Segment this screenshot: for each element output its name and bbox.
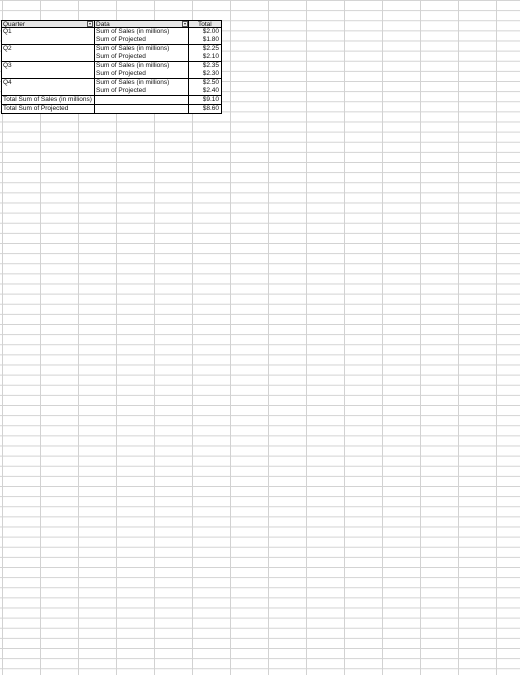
quarter-label[interactable]: Q1: [3, 28, 12, 35]
pivot-border-left: [1, 20, 2, 114]
sales-label[interactable]: Sum of Sales (in millions): [96, 28, 170, 35]
sales-value[interactable]: $2.25: [202, 45, 219, 52]
quarter-label[interactable]: Q3: [3, 62, 12, 69]
pivot-table: [1, 20, 221, 114]
projected-value[interactable]: $2.30: [202, 70, 219, 77]
projected-label[interactable]: Sum of Projected: [96, 87, 146, 94]
total-projected-label[interactable]: Total Sum of Projected: [3, 105, 69, 112]
sales-value[interactable]: $2.35: [202, 62, 219, 69]
projected-value[interactable]: $1.80: [202, 36, 219, 43]
projected-label[interactable]: Sum of Projected: [96, 36, 146, 43]
pivot-border-quarter-data: [94, 20, 95, 114]
sales-value[interactable]: $2.00: [202, 28, 219, 35]
projected-label[interactable]: Sum of Projected: [96, 70, 146, 77]
sales-label[interactable]: Sum of Sales (in millions): [96, 45, 170, 52]
quarter-field-header[interactable]: Quarter: [1, 20, 94, 28]
quarter-label[interactable]: Q2: [3, 45, 12, 52]
sales-label[interactable]: Sum of Sales (in millions): [96, 62, 170, 69]
pivot-border-data-total: [188, 20, 189, 114]
total-sales-label[interactable]: Total Sum of Sales (in millions): [3, 96, 92, 103]
quarter-dropdown-icon[interactable]: [87, 21, 93, 27]
projected-label[interactable]: Sum of Projected: [96, 53, 146, 60]
total-sales-value[interactable]: $9.10: [202, 96, 219, 103]
pivot-border-right: [221, 20, 222, 114]
total-header: Total: [189, 20, 221, 28]
sales-value[interactable]: $2.50: [202, 79, 219, 86]
projected-value[interactable]: $2.10: [202, 53, 219, 60]
sales-label[interactable]: Sum of Sales (in millions): [96, 79, 170, 86]
data-field-header[interactable]: Data: [95, 20, 188, 28]
total-projected-value[interactable]: $8.60: [202, 105, 219, 112]
projected-value[interactable]: $2.40: [202, 87, 219, 94]
quarter-label[interactable]: Q4: [3, 79, 12, 86]
